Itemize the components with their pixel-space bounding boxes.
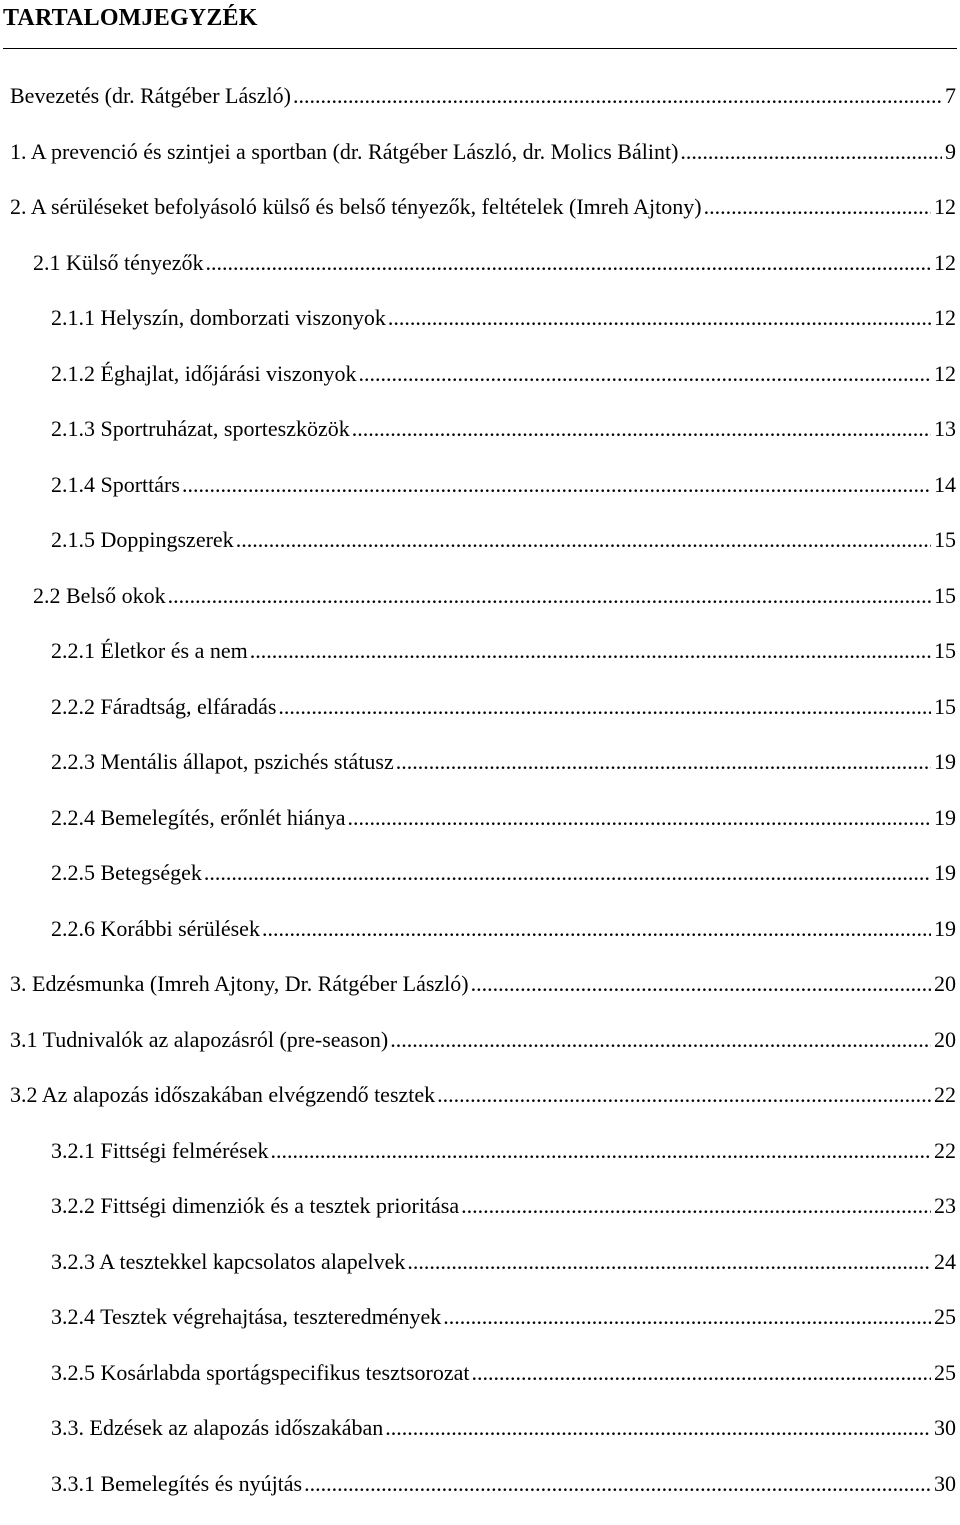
toc-page-number: 22 [931, 1081, 956, 1109]
toc-page-number: 23 [931, 1192, 956, 1220]
toc-dot-leader [704, 193, 931, 221]
toc-page-number: 20 [931, 970, 956, 998]
toc-page-number: 9 [942, 138, 956, 166]
toc-entry[interactable] [0, 304, 960, 360]
toc-entry-label: 3.2.3 A tesztekkel kapcsolatos alapelvek [51, 1248, 407, 1276]
toc-dot-leader [443, 1303, 931, 1331]
toc-entry-label: 3.1 Tudnivalók az alapozásról (pre-season) [10, 1026, 390, 1054]
toc-dot-leader [250, 637, 931, 665]
toc-page-number: 12 [931, 304, 956, 332]
toc-page-number: 15 [931, 693, 956, 721]
toc-dot-leader [461, 1192, 931, 1220]
toc-entry-label: 2.2.1 Életkor és a nem [51, 637, 250, 665]
toc-entry[interactable] [0, 471, 960, 527]
toc-dot-leader [396, 748, 931, 776]
toc-entry-label: 3.3. Edzések az alapozás időszakában [51, 1414, 385, 1442]
toc-entry-label: 2. A sérüléseket befolyásoló külső és belső tényezők, feltételek (Imreh Ajtony) [10, 193, 704, 221]
toc-entry-label: Bevezetés (dr. Rátgéber László) [10, 82, 293, 110]
toc-page-number: 24 [931, 1248, 956, 1276]
toc-entry-label: 2.2.6 Korábbi sérülések [51, 915, 262, 943]
toc-entry[interactable] [0, 1137, 960, 1193]
toc-entry[interactable] [0, 415, 960, 471]
toc-page-number: 30 [931, 1414, 956, 1442]
toc-entry-label: 3.2.1 Fittségi felmérések [51, 1137, 271, 1165]
toc-entry-label: 2.1.4 Sporttárs [51, 471, 182, 499]
toc-dot-leader [680, 138, 942, 166]
toc-entry[interactable] [0, 1026, 960, 1082]
toc-dot-leader [168, 582, 931, 610]
toc-dot-leader [352, 415, 931, 443]
toc-dot-leader [347, 804, 931, 832]
toc-page-number: 19 [931, 859, 956, 887]
toc-dot-leader [390, 1026, 931, 1054]
toc-entry-label: 3.3.1 Bemelegítés és nyújtás [51, 1470, 304, 1498]
toc-dot-leader [236, 526, 931, 554]
toc-entry[interactable] [0, 1359, 960, 1415]
toc-entry[interactable] [0, 582, 960, 638]
toc-entry[interactable] [0, 360, 960, 416]
toc-entry-label: 3. Edzésmunka (Imreh Ajtony, Dr. Rátgéber László) [10, 970, 471, 998]
toc-page-number: 12 [931, 193, 956, 221]
toc-entry[interactable] [0, 1303, 960, 1359]
toc-entry[interactable] [0, 1414, 960, 1470]
toc-entry-label: 2.2.5 Betegségek [51, 859, 204, 887]
toc-entry[interactable] [0, 249, 960, 305]
toc-page-number: 25 [931, 1359, 956, 1387]
toc-dot-leader [205, 249, 931, 277]
toc-dot-leader [182, 471, 931, 499]
toc-entry[interactable] [0, 915, 960, 971]
toc-page-number: 19 [931, 748, 956, 776]
toc-page-number: 19 [931, 804, 956, 832]
toc-page-number: 30 [931, 1470, 956, 1498]
toc-dot-leader [204, 859, 931, 887]
toc-dot-leader [271, 1137, 931, 1165]
toc-entry[interactable] [0, 693, 960, 749]
toc-entry[interactable] [0, 138, 960, 194]
toc-entry-label: 3.2.4 Tesztek végrehajtása, teszteredmények [51, 1303, 443, 1331]
page-title: TARTALOMJEGYZÉK [3, 3, 258, 33]
toc-page-number: 22 [931, 1137, 956, 1165]
toc-entry[interactable] [0, 748, 960, 804]
title-divider [3, 48, 957, 49]
toc-entry-label: 2.2.4 Bemelegítés, erőnlét hiánya [51, 804, 347, 832]
toc-page-number: 19 [931, 915, 956, 943]
toc-entry-label: 3.2 Az alapozás időszakában elvégzendő tesztek [10, 1081, 437, 1109]
toc-entry-label: 2.1 Külső tényezők [33, 249, 205, 277]
toc-entry[interactable] [0, 1192, 960, 1248]
toc-page-number: 15 [931, 637, 956, 665]
toc-entry-label: 3.2.5 Kosárlabda sportágspecifikus tesztsorozat [51, 1359, 472, 1387]
toc-entry[interactable] [0, 526, 960, 582]
toc-entry[interactable] [0, 804, 960, 860]
toc-dot-leader [472, 1359, 932, 1387]
toc-entry[interactable] [0, 193, 960, 249]
toc-dot-leader [262, 915, 931, 943]
toc-dot-leader [278, 693, 931, 721]
toc-entry-label: 2.1.5 Doppingszerek [51, 526, 236, 554]
toc-dot-leader [293, 82, 942, 110]
toc-dot-leader [437, 1081, 931, 1109]
toc-page-number: 12 [931, 360, 956, 388]
toc-page-number: 15 [931, 582, 956, 610]
toc-entry[interactable] [0, 1081, 960, 1137]
toc-page-number: 13 [931, 415, 956, 443]
table-of-contents [0, 82, 960, 1525]
toc-entry-label: 2.1.2 Éghajlat, időjárási viszonyok [51, 360, 359, 388]
toc-entry[interactable] [0, 859, 960, 915]
toc-entry[interactable] [0, 1248, 960, 1304]
toc-page-number: 15 [931, 526, 956, 554]
toc-page-number: 14 [931, 471, 956, 499]
toc-entry[interactable] [0, 970, 960, 1026]
toc-dot-leader [304, 1470, 931, 1498]
toc-entry-label: 2.2.3 Mentális állapot, pszichés státusz [51, 748, 396, 776]
toc-page-number: 20 [931, 1026, 956, 1054]
toc-entry-label: 3.2.2 Fittségi dimenziók és a tesztek prioritása [51, 1192, 461, 1220]
toc-entry-label: 1. A prevenció és szintjei a sportban (dr. Rátgéber László, dr. Molics Bálint) [10, 138, 680, 166]
toc-entry-label: 2.2 Belső okok [33, 582, 168, 610]
toc-page-number: 25 [931, 1303, 956, 1331]
toc-dot-leader [471, 970, 931, 998]
toc-entry[interactable] [0, 637, 960, 693]
toc-entry-label: 2.1.3 Sportruházat, sporteszközök [51, 415, 352, 443]
toc-entry-label: 2.2.2 Fáradtság, elfáradás [51, 693, 278, 721]
toc-dot-leader [385, 1414, 931, 1442]
toc-entry-label: 2.1.1 Helyszín, domborzati viszonyok [51, 304, 388, 332]
toc-page-number: 7 [942, 82, 956, 110]
toc-entry[interactable] [0, 82, 960, 138]
toc-dot-leader [407, 1248, 931, 1276]
toc-dot-leader [388, 304, 931, 332]
toc-page-number: 12 [931, 249, 956, 277]
toc-dot-leader [359, 360, 932, 388]
